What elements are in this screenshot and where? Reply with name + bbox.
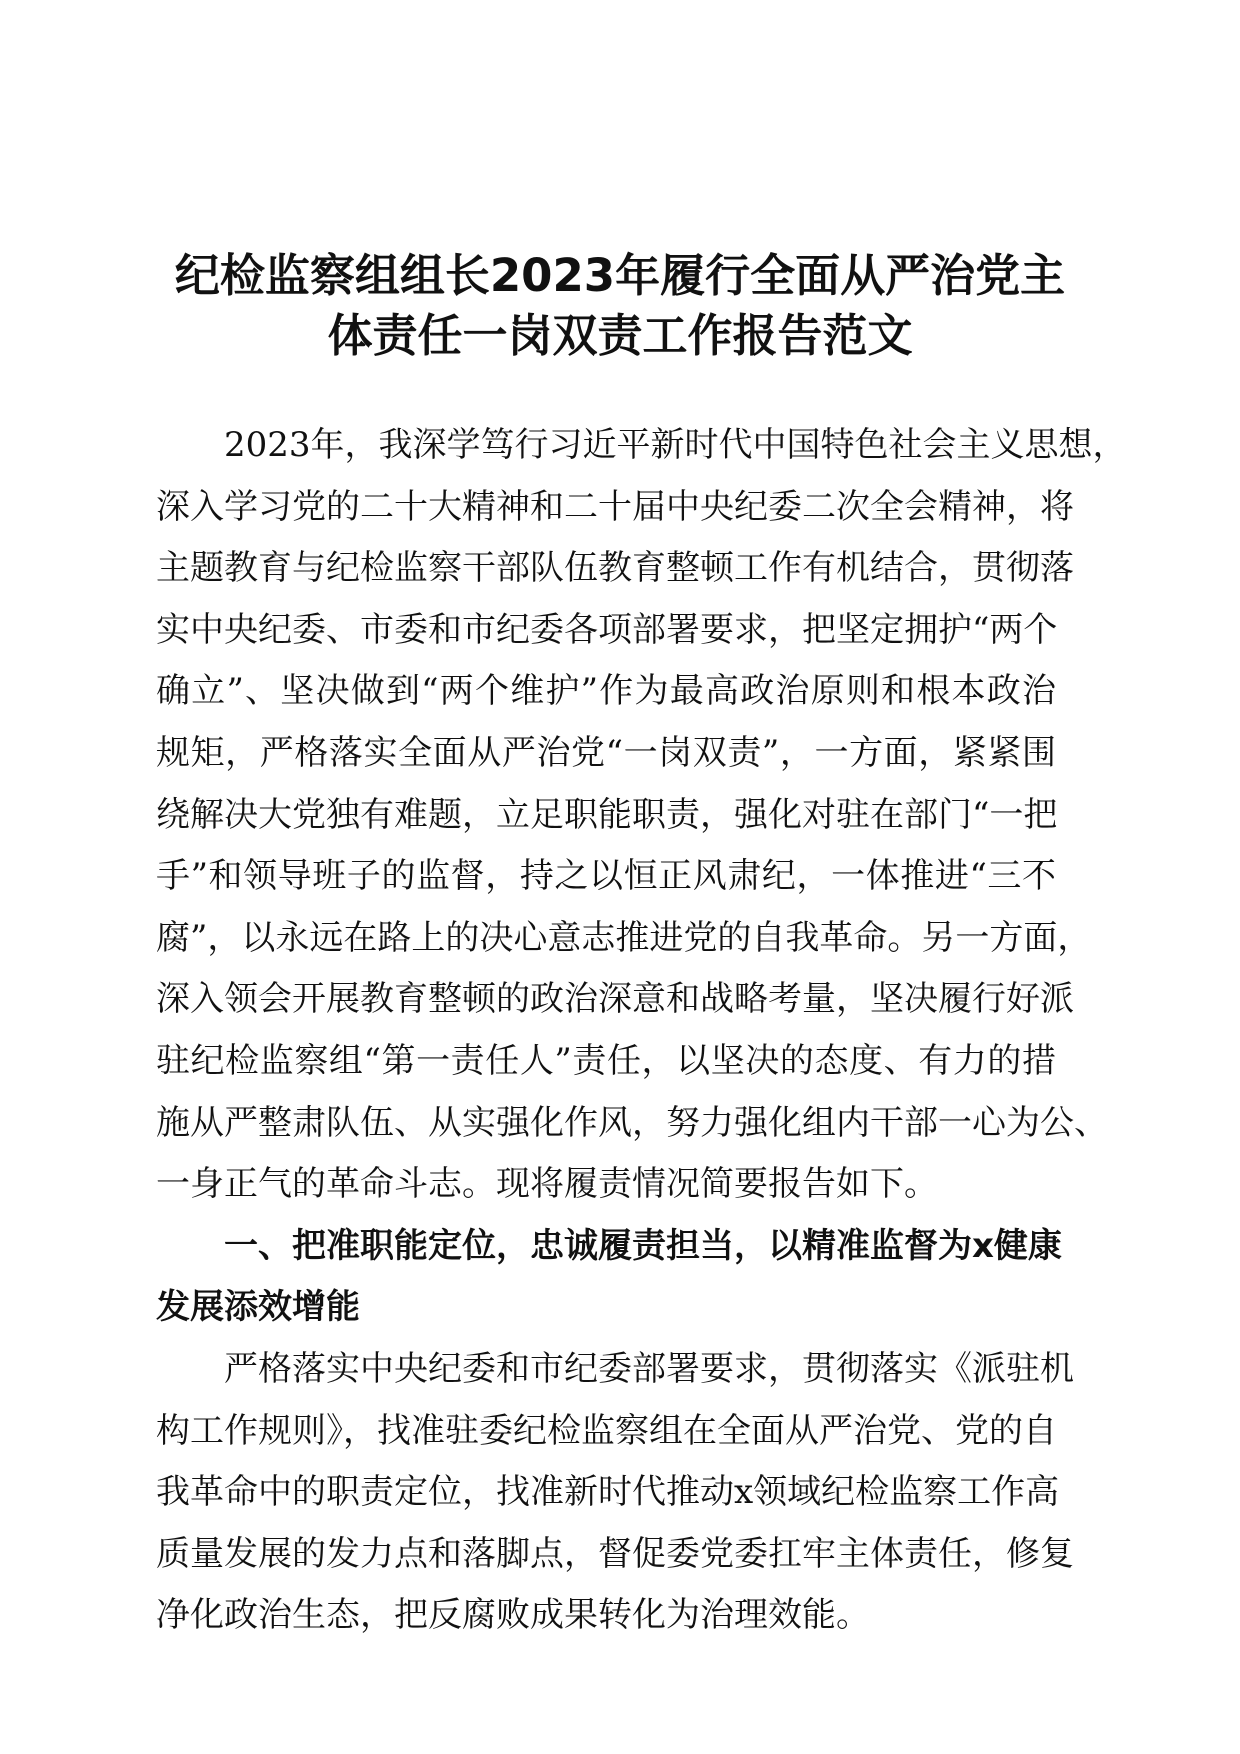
title-line-1: 纪检监察组组长2023年履行全面从严治党主: [174, 249, 1066, 302]
paragraph-1-line: 驻纪检监察组“第一责任人”责任，以坚决的态度、有力的措: [156, 1040, 1056, 1081]
paragraph-1-line: 深入学习党的二十大精神和二十届中央纪委二次全会精神，将: [156, 486, 1074, 527]
section-heading-1-line: 发展添效增能: [156, 1287, 360, 1328]
paragraph-1-line: 2023年，我深学笃行习近平新时代中国特色社会主义思想，: [224, 425, 1127, 465]
document-body: [156, 415, 1127, 1647]
document-title: [130, 246, 1110, 366]
paragraph-1-line: 手”和领导班子的监督，持之以恒正风肃纪，一体推进“三不: [156, 856, 1056, 897]
paragraph-1-line: 规矩，严格落实全面从严治党“一岗双责”，一方面，紧紧围: [156, 732, 1056, 773]
paragraph-2-line: 严格落实中央纪委和市纪委部署要求，贯彻落实《派驻机: [224, 1348, 1074, 1389]
paragraph-1-line: 腐”，以永远在路上的决心意志推进党的自我革命。另一方面，: [156, 917, 1092, 958]
paragraph-1-line: 确立”、坚决做到“两个维护”作为最高政治原则和根本政治: [156, 671, 1056, 712]
paragraph-1-line: 实中央纪委、市委和市纪委各项部署要求，把坚定拥护“两个: [156, 609, 1058, 650]
section-heading-1-line: 一、把准职能定位，忠诚履责担当，以精准监督为x健康: [224, 1225, 1062, 1266]
paragraph-2-line: 净化政治生态，把反腐败成果转化为治理效能。: [156, 1595, 870, 1636]
paragraph-1-line: 施从严整肃队伍、从实强化作风，努力强化组内干部一心为公、: [156, 1102, 1108, 1143]
paragraph-1-line: 绕解决大党独有难题，立足职能职责，强化对驻在部门“一把: [156, 794, 1058, 835]
paragraph-2-line: 构工作规则》，找准驻委纪检监察组在全面从严治党、党的自: [156, 1410, 1057, 1451]
paragraph-1-line: 主题教育与纪检监察干部队伍教育整顿工作有机结合，贯彻落: [156, 548, 1074, 589]
paragraph-2-line: 我革命中的职责定位，找准新时代推动x领域纪检监察工作高: [156, 1472, 1060, 1513]
paragraph-1-line: 深入领会开展教育整顿的政治深意和战略考量，坚决履行好派: [156, 979, 1074, 1020]
paragraph-2-line: 质量发展的发力点和落脚点，督促委党委扛牢主体责任，修复: [156, 1533, 1074, 1574]
paragraph-1-line: 一身正气的革命斗志。现将履责情况简要报告如下。: [156, 1164, 938, 1205]
title-line-2: 体责任一岗双责工作报告范文: [327, 309, 913, 362]
